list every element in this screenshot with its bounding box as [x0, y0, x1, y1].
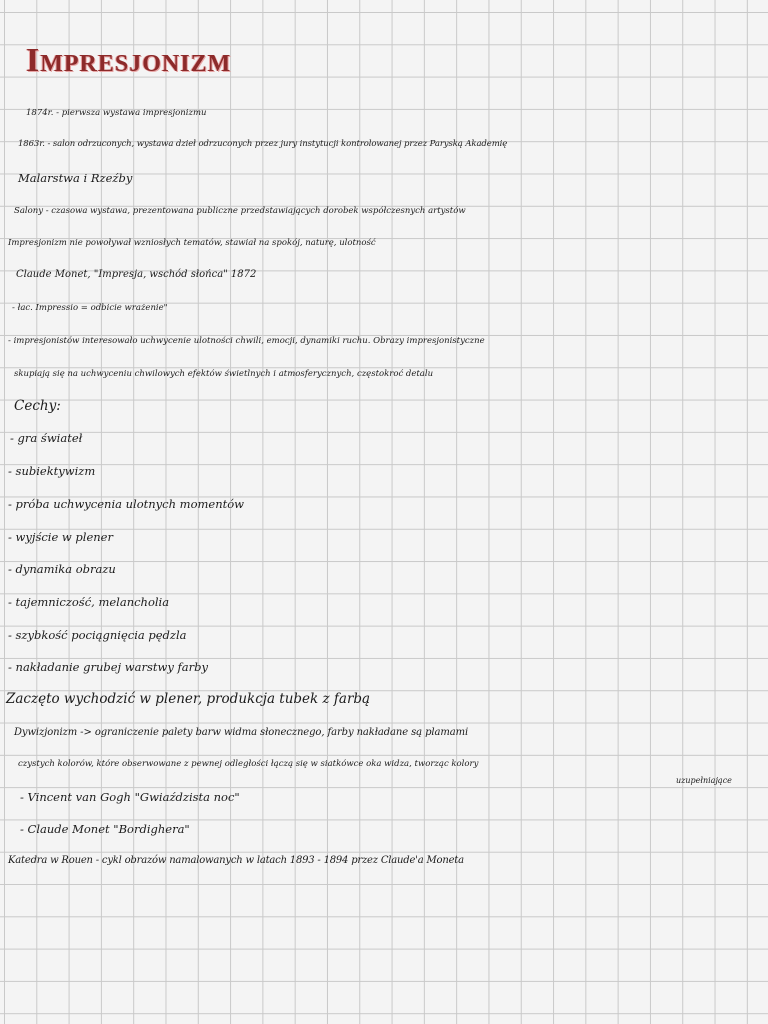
note-line: Cechy:	[14, 398, 61, 414]
page-title: Impresjonizm	[26, 42, 232, 79]
note-line: - subiektywizm	[8, 464, 96, 478]
note-line: - Vincent van Gogh "Gwiaździsta noc"	[20, 790, 240, 804]
note-line: Claude Monet, "Impresja, wschód słońca" 1872	[16, 269, 257, 280]
note-line: - szybkość pociągnięcia pędzla	[8, 628, 187, 642]
note-line: Malarstwa i Rzeźby	[18, 171, 133, 185]
note-line: - wyjście w plener	[8, 530, 113, 544]
note-line: 1874r. - pierwsza wystawa impresjonizmu	[26, 108, 207, 118]
note-line: Salony - czasowa wystawa, prezentowana publiczne przedstawiających dorobek współczesnych artystów	[14, 206, 466, 216]
note-line: Katedra w Rouen - cykl obrazów namalowanych w latach 1893 - 1894 przez Claude'a Moneta	[8, 855, 464, 866]
note-line: - tajemniczość, melancholia	[8, 595, 170, 609]
note-line: skupiają się na uchwyceniu chwilowych efektów świetlnych i atmosferycznych, częstokroć detalu	[14, 369, 434, 379]
note-line: - próba uchwycenia ulotnych momentów	[8, 497, 245, 511]
note-line: - dynamika obrazu	[8, 562, 116, 576]
note-annotation: uzupełniające	[676, 776, 732, 785]
note-line: - impresjonistów interesowało uchwycenie ulotności chwili, emocji, dynamiki ruchu. Obrazy impresjonistyczne	[8, 336, 485, 346]
note-line: czystych kolorów, które obserwowane z pewnej odległości łączą się w siatkówce oka widza, tworząc kolory	[18, 759, 479, 769]
note-line: Dywizjonizm -> ograniczenie palety barw widma słonecznego, farby nakładane są plamami	[14, 727, 469, 738]
note-line: - łac. Impressio = odbicie wrażenie"	[12, 303, 168, 313]
note-line: Zaczęto wychodzić w plener, produkcja tubek z farbą	[6, 691, 371, 707]
note-line: - Claude Monet "Bordighera"	[20, 822, 190, 836]
note-line: Impresjonizm nie powoływał wzniosłych tematów, stawiał na spokój, naturę, ulotność	[8, 238, 376, 248]
note-line: - nakładanie grubej warstwy farby	[8, 660, 208, 674]
note-line: 1863r. - salon odrzuconych, wystawa dzieł odrzuconych przez jury instytucji kontrolowanej przez Paryską Akademię	[18, 139, 508, 149]
note-line: - gra świateł	[10, 431, 83, 445]
